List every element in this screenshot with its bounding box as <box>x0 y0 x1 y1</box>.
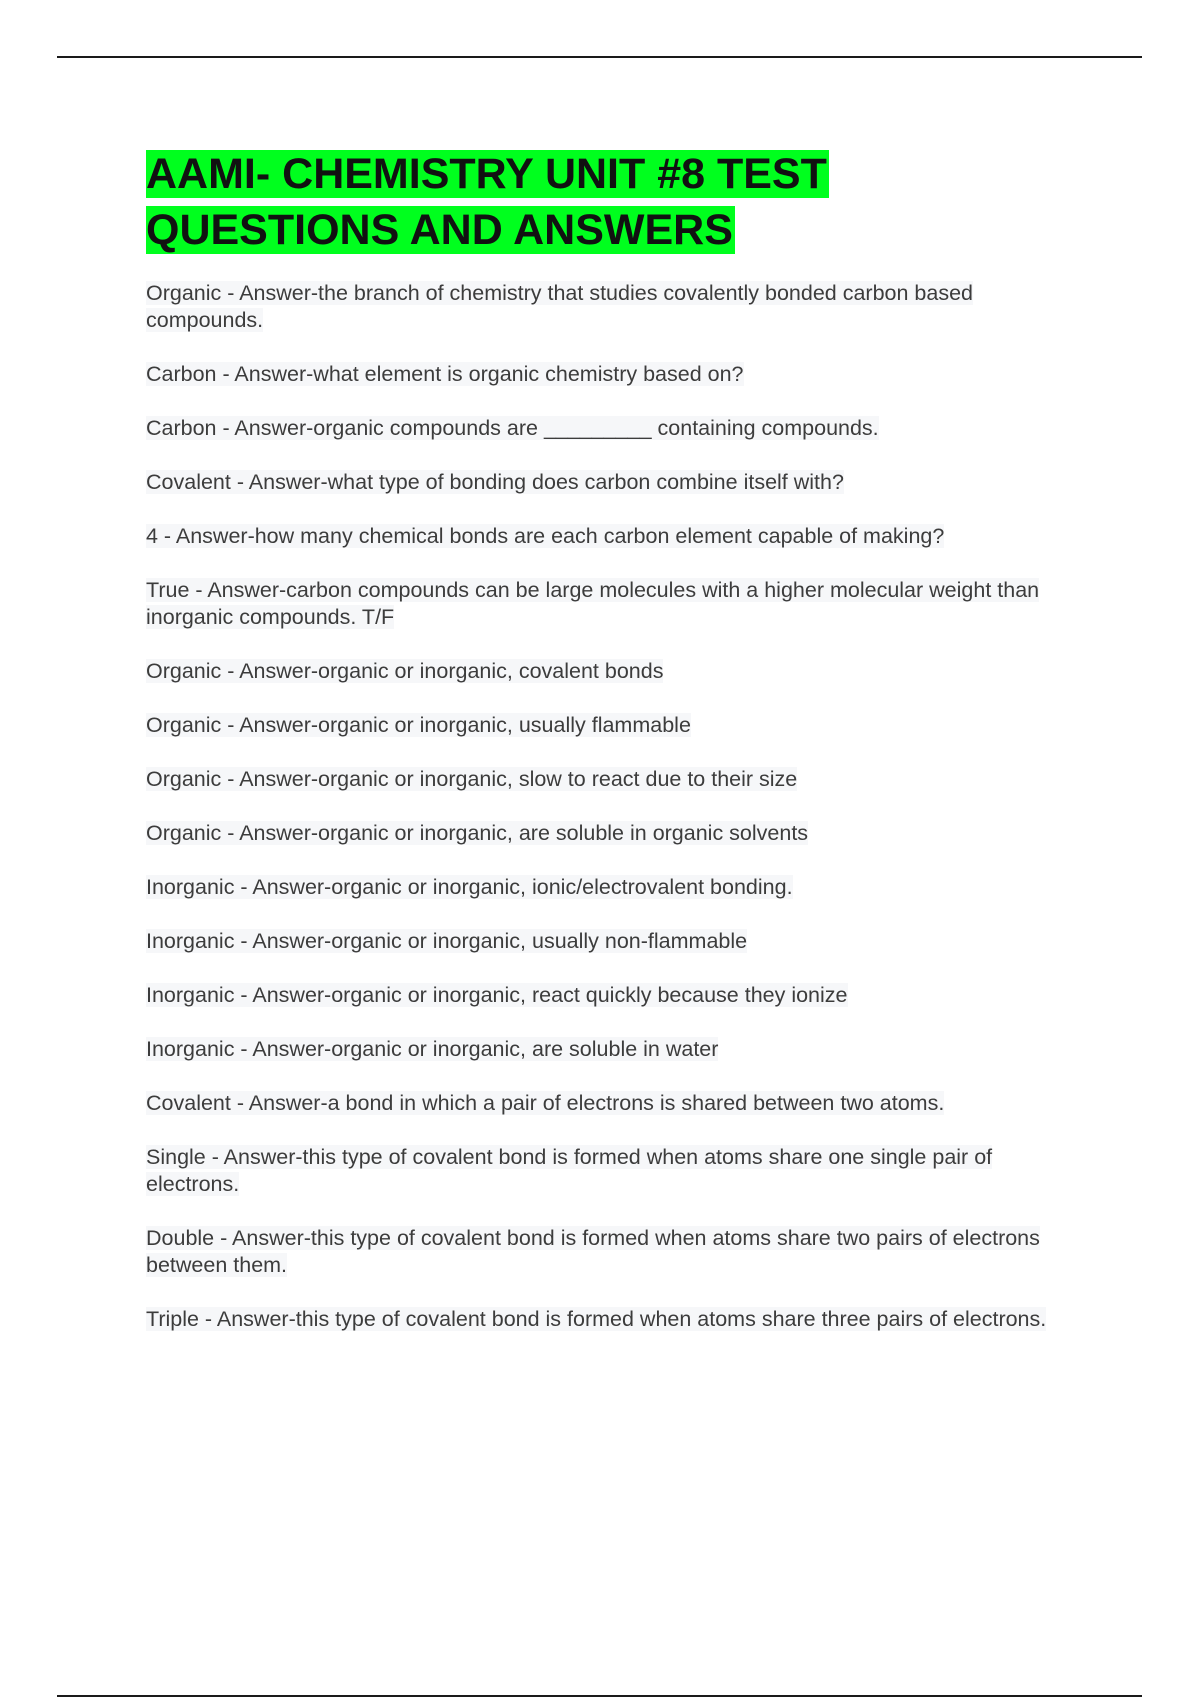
qa-item: 4 - Answer-how many chemical bonds are each carbon element capable of making? <box>146 524 945 548</box>
qa-item: Inorganic - Answer-organic or inorganic, usually non-flammable <box>146 929 748 953</box>
title-text: AAMI- CHEMISTRY UNIT #8 TEST QUESTIONS AND ANSWERS <box>146 150 827 254</box>
qa-item: Covalent - Answer-what type of bonding does carbon combine itself with? <box>146 470 844 494</box>
qa-item: Organic - Answer-organic or inorganic, are soluble in organic solvents <box>146 821 809 845</box>
qa-item: Single - Answer-this type of covalent bond is formed when atoms share one single pair of electrons. <box>146 1145 993 1196</box>
footer-rule <box>57 1695 1142 1697</box>
qa-item: Organic - Answer-organic or inorganic, covalent bonds <box>146 659 664 683</box>
qa-list <box>146 280 1086 1333</box>
document-body <box>146 146 1086 1360</box>
qa-item: Organic - Answer-organic or inorganic, usually flammable <box>146 713 691 737</box>
qa-item: Carbon - Answer-organic compounds are _________ containing compounds. <box>146 416 879 440</box>
qa-item: Double - Answer-this type of covalent bond is formed when atoms share two pairs of electrons between them. <box>146 1226 1040 1277</box>
qa-item: Covalent - Answer-a bond in which a pair of electrons is shared between two atoms. <box>146 1091 945 1115</box>
qa-item: Inorganic - Answer-organic or inorganic, ionic/electrovalent bonding. <box>146 875 793 899</box>
qa-item: True - Answer-carbon compounds can be large molecules with a higher molecular weight than inorganic compounds. T/F <box>146 578 1040 629</box>
header-rule <box>57 56 1142 58</box>
qa-item: Inorganic - Answer-organic or inorganic, react quickly because they ionize <box>146 983 848 1007</box>
qa-item: Triple - Answer-this type of covalent bond is formed when atoms share three pairs of electrons. <box>146 1307 1047 1331</box>
document-title <box>146 146 1086 258</box>
qa-item: Carbon - Answer-what element is organic chemistry based on? <box>146 362 744 386</box>
qa-item: Inorganic - Answer-organic or inorganic, are soluble in water <box>146 1037 719 1061</box>
qa-item: Organic - Answer-organic or inorganic, slow to react due to their size <box>146 767 798 791</box>
qa-item: Organic - Answer-the branch of chemistry that studies covalently bonded carbon based compounds. <box>146 281 974 332</box>
